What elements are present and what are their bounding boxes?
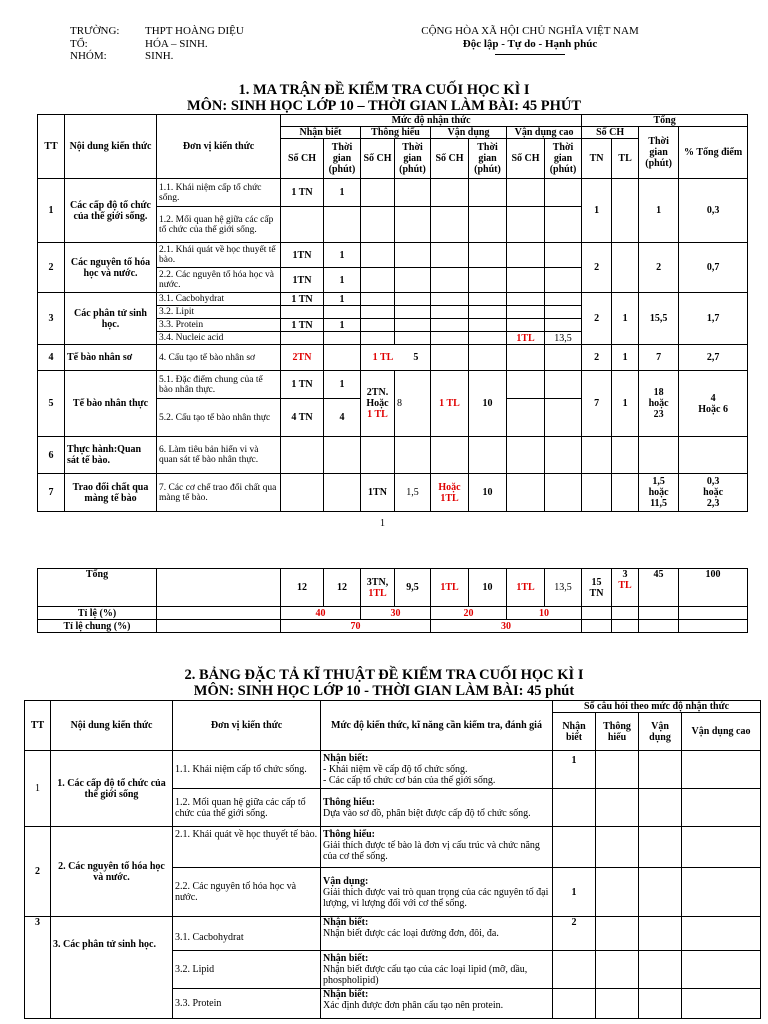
- spec-col-req: Mức độ kiến thức, kĩ năng cần kiểm tra, đánh giá: [321, 701, 553, 751]
- cell: [639, 371, 679, 437]
- level-label: Nhận biết:: [323, 917, 369, 928]
- row-content: 2. Các nguyên tố hóa học và nước.: [51, 827, 173, 917]
- cell: 20: [431, 607, 507, 620]
- cell-value: TN: [589, 587, 604, 599]
- cell: 1 TN: [281, 319, 324, 332]
- team-name: SINH.: [145, 50, 174, 62]
- cell-value: Hoặc 6: [698, 403, 728, 415]
- totals-row: [38, 569, 748, 607]
- school-header: [70, 25, 244, 63]
- row-unit: 3.4. Nucleic acid: [157, 332, 281, 345]
- row-content: 1. Các cấp độ tổ chức của thế giới sống: [51, 751, 173, 827]
- col-level: Mức độ nhận thức: [281, 115, 582, 127]
- row-content: Tế bào nhân thực: [65, 371, 157, 437]
- cell-value: 1 TL: [367, 409, 388, 420]
- cell: 1,7: [679, 293, 748, 345]
- cell-value: 1 TL: [372, 352, 394, 363]
- requirement-text: Giải thích được vai trò quan trọng của các nguyên tố đại lượng, vi lượng đối với cơ thể sống.: [323, 886, 549, 909]
- row-unit: 3.2. Lipid: [173, 951, 321, 989]
- cell-value: 15: [591, 576, 602, 588]
- row-content: 3. Các phân tử sinh học.: [51, 917, 173, 1019]
- cell: [431, 474, 469, 512]
- spec-col-unit: Đơn vị kiến thức: [173, 701, 321, 751]
- matrix-subtitle: MÔN: SINH HỌC LỚP 10 – THỜI GIAN LÀM BÀI: 45 PHÚT: [186, 98, 582, 114]
- cell-value: 23: [653, 409, 664, 420]
- cell: 1TL: [507, 332, 545, 345]
- cell-value: 5: [413, 352, 419, 363]
- cell: 1TL: [507, 569, 545, 607]
- cell: 1: [612, 371, 639, 437]
- cell: 12: [324, 569, 361, 607]
- cell: 45: [639, 569, 679, 607]
- nation-motto: Độc lập - Tự do - Hạnh phúc: [462, 37, 598, 50]
- spec-col-vd: Vận dụng: [639, 713, 682, 751]
- school-label: TRƯỜNG:: [70, 25, 120, 37]
- cell: 1: [324, 371, 361, 399]
- spec-col-tt: TT: [25, 701, 51, 751]
- requirement-text: Nhận biết được cấu tạo của các loại lipid (mỡ, dầu, phospholipid): [323, 964, 528, 986]
- cell: 2TN: [281, 345, 324, 371]
- row-content: Các nguyên tố hóa học và nước.: [65, 243, 157, 293]
- cell: 7: [582, 371, 612, 437]
- table-row: [38, 474, 748, 512]
- cell: 1 TN: [281, 179, 324, 207]
- row-unit: 4. Cấu tạo tế bào nhân sơ: [157, 345, 281, 371]
- requirement-text: Xác định được đơn phân cấu tạo nên protein.: [323, 1000, 504, 1011]
- cell: 2: [582, 345, 612, 371]
- row-number: 7: [38, 474, 65, 512]
- col-th: Thông hiểu: [361, 127, 431, 139]
- cell: 1TN: [281, 243, 324, 268]
- spec-subtitle: MÔN: SINH HỌC LỚP 10 - THỜI GIAN LÀM BÀI: 45 phút: [193, 683, 575, 699]
- group-label: TỔ:: [70, 37, 88, 50]
- requirement-text: - Các cấp tổ chức cơ bản của thế giới sống.: [323, 775, 496, 786]
- group-name: HÓA – SINH.: [145, 37, 208, 50]
- row-number: 3: [25, 917, 51, 1019]
- row-unit: 7. Các cơ chế trao đổi chất qua màng tế bào.: [157, 474, 281, 512]
- row-unit: 5.2. Cấu tạo tế bào nhân thực: [157, 399, 281, 437]
- col-vdc-soch: Số CH: [507, 139, 545, 179]
- spec-col-content: Nội dung kiến thức: [51, 701, 173, 751]
- cell: 10: [469, 474, 507, 512]
- ratio-label: Tỉ lệ (%): [38, 607, 157, 620]
- cell: [361, 371, 395, 437]
- cell: [639, 474, 679, 512]
- cell: 4 TN: [281, 399, 324, 437]
- cell: 1: [324, 179, 361, 207]
- cell: [679, 474, 748, 512]
- cell: 100: [679, 569, 748, 607]
- cell-value: 1,5: [652, 476, 665, 487]
- col-pct: % Tổng điểm: [679, 127, 748, 179]
- cell: 2: [553, 917, 596, 951]
- row-unit: 2.2. Các nguyên tố hóa học và nước.: [157, 268, 281, 293]
- cell: [679, 371, 748, 437]
- cell: 1: [612, 345, 639, 371]
- cell: 1TN: [281, 268, 324, 293]
- row-number: 5: [38, 371, 65, 437]
- cell: [612, 569, 639, 607]
- row-unit: 1.1. Khái niệm cấp tổ chức sống.: [157, 179, 281, 207]
- col-vd: Vận dụng: [431, 127, 507, 139]
- cell: 10: [507, 607, 582, 620]
- col-tt: TT: [38, 115, 65, 179]
- cell: 1: [324, 293, 361, 306]
- row-number: 2: [25, 827, 51, 917]
- cell: 0,3: [679, 179, 748, 243]
- matrix-title: 1. MA TRẬN ĐỀ KIỂM TRA CUỐI HỌC KÌ I: [238, 82, 530, 98]
- col-vdc-time: Thời gian (phút): [545, 139, 582, 179]
- col-soch-total: Số CH: [582, 127, 639, 139]
- common-ratio-label: Tỉ lệ chung (%): [38, 620, 157, 633]
- cell: 1: [553, 868, 596, 917]
- row-requirement: [321, 989, 553, 1019]
- cell: 12: [281, 569, 324, 607]
- row-unit: 3.2. Lipit: [157, 306, 281, 319]
- requirement-text: - Khái niệm về cấp độ tổ chức sống.: [323, 764, 468, 775]
- cell: 70: [281, 620, 431, 633]
- row-number: 3: [38, 293, 65, 345]
- cell: 1TL: [431, 569, 469, 607]
- col-nb: Nhận biết: [281, 127, 361, 139]
- col-total: Tổng: [582, 115, 748, 127]
- row-content: Các phân tử sinh học.: [65, 293, 157, 345]
- cell: 1 TN: [281, 371, 324, 399]
- cell: 1: [639, 179, 679, 243]
- col-vd-time: Thời gian (phút): [469, 139, 507, 179]
- cell: 0,7: [679, 243, 748, 293]
- cell: 13,5: [545, 332, 582, 345]
- col-vdc: Vận dụng cao: [507, 127, 582, 139]
- row-unit: 6. Làm tiêu bản hiển vi và quan sát tế bào nhân thực.: [157, 437, 281, 474]
- table-row: [38, 179, 748, 207]
- cell-value: Hoặc: [366, 398, 389, 409]
- cell: [582, 569, 612, 607]
- cell-value: hoặc: [648, 487, 669, 498]
- cell-value: 0,3: [706, 476, 720, 487]
- cell-value: Hoặc: [438, 481, 461, 493]
- row-requirement: [321, 751, 553, 789]
- cell: 1: [324, 319, 361, 332]
- row-requirement: [321, 868, 553, 917]
- cell-value: 3TN,: [366, 576, 389, 588]
- totals-label: Tổng: [38, 569, 157, 607]
- table-row: [25, 751, 761, 789]
- col-tn: TN: [582, 139, 612, 179]
- spec-title: 2. BẢNG ĐẶC TẢ KĨ THUẬT ĐỀ KIỂM TRA CUỐI HỌC KÌ I: [184, 667, 584, 683]
- cell: 2: [582, 243, 612, 293]
- cell: [361, 345, 431, 371]
- cell: 15,5: [639, 293, 679, 345]
- cell-value: 11,5: [650, 498, 668, 509]
- cell: 8: [395, 371, 431, 437]
- col-tl: TL: [612, 139, 639, 179]
- row-unit: 1.2. Mối quan hệ giữa các cấp tổ chức của thế giới sống.: [157, 207, 281, 243]
- level-label: Nhận biết:: [323, 989, 369, 1000]
- cell: 40: [281, 607, 361, 620]
- level-label: Thông hiểu:: [323, 829, 375, 840]
- team-label: NHÓM:: [70, 50, 107, 62]
- cell: 7: [639, 345, 679, 371]
- cell: 1: [612, 293, 639, 345]
- table-row: [25, 917, 761, 951]
- matrix-table: [37, 114, 748, 512]
- common-ratio-row: [38, 620, 748, 633]
- table-row: [25, 827, 761, 868]
- motto-underline: [495, 54, 565, 55]
- spec-table: [24, 700, 761, 1019]
- cell-value: hoặc: [648, 398, 669, 409]
- level-label: Thông hiểu:: [323, 796, 375, 808]
- cell-value: 2TN.: [366, 387, 389, 398]
- cell-value: hoặc: [703, 487, 724, 498]
- cell: 1TN: [361, 474, 395, 512]
- cell: 13,5: [545, 569, 582, 607]
- row-unit: 2.2. Các nguyên tố hóa học và nước.: [173, 868, 321, 917]
- cell: 30: [431, 620, 582, 633]
- row-unit: 2.1. Khái quát về học thuyết tế bào.: [157, 243, 281, 268]
- cell: 4: [324, 399, 361, 437]
- row-number: 2: [38, 243, 65, 293]
- school-name: THPT HOÀNG DIỆU: [145, 25, 244, 37]
- requirement-text: Giải thích được tế bào là đơn vị cấu trúc và chức năng của cơ thể sống.: [323, 840, 540, 862]
- row-requirement: [321, 789, 553, 827]
- cell: 2: [582, 293, 612, 345]
- table-row: [38, 437, 748, 474]
- cell: 2: [639, 243, 679, 293]
- row-number: 1: [25, 751, 51, 827]
- row-content: Trao đổi chất qua màng tế bào: [65, 474, 157, 512]
- cell: 1 TN: [281, 293, 324, 306]
- row-unit: 3.3. Protein: [173, 989, 321, 1019]
- table-row: [38, 371, 748, 399]
- cell-value: 1TL: [440, 492, 459, 504]
- row-unit: 1.2. Mối quan hệ giữa các cấp tổ chức của thế giới sống.: [173, 789, 321, 827]
- spec-col-nb: Nhận biết: [553, 713, 596, 751]
- cell-value: 1TL: [368, 587, 387, 599]
- level-label: Nhận biết:: [323, 753, 369, 764]
- ratio-row: [38, 607, 748, 620]
- cell-value: 18: [653, 387, 664, 398]
- row-content: Tế bào nhân sơ: [65, 345, 157, 371]
- row-requirement: [321, 827, 553, 868]
- row-unit: 1.1. Khái niệm cấp tổ chức sống.: [173, 751, 321, 789]
- col-th-soch: Số CH: [361, 139, 395, 179]
- col-content: Nội dung kiến thức: [65, 115, 157, 179]
- cell: 10: [469, 371, 507, 437]
- level-label: Vận dụng:: [323, 875, 369, 887]
- row-requirement: [321, 917, 553, 951]
- requirement-text: Dựa vào sơ đồ, phân biệt được cấp độ tổ chức sống.: [323, 807, 531, 819]
- cell: 1: [582, 179, 612, 243]
- row-requirement: [321, 951, 553, 989]
- cell: 1,5: [395, 474, 431, 512]
- nation-name: CỘNG HÒA XÃ HỘI CHỦ NGHĨA VIỆT NAM: [421, 25, 639, 37]
- cell-value: TL: [618, 580, 632, 591]
- row-unit: 3.1. Cacbohydrat: [173, 917, 321, 951]
- page-number: 1: [380, 518, 385, 529]
- table-row: [38, 243, 748, 268]
- spec-col-vdc: Vận dụng cao: [682, 713, 761, 751]
- table-row: [38, 293, 748, 306]
- cell: 1: [324, 243, 361, 268]
- table-row: [38, 345, 748, 371]
- row-number: 6: [38, 437, 65, 474]
- row-content: Các cấp độ tổ chức của thế giới sống.: [65, 179, 157, 243]
- spec-col-count: Số câu hỏi theo mức độ nhận thức: [553, 701, 761, 713]
- col-nb-soch: Số CH: [281, 139, 324, 179]
- row-number: 1: [38, 179, 65, 243]
- col-unit: Đơn vị kiến thức: [157, 115, 281, 179]
- cell-value: 3: [622, 569, 628, 580]
- totals-table: [37, 568, 748, 633]
- row-unit: 5.1. Đặc điểm chung của tế bào nhân thực.: [157, 371, 281, 399]
- row-unit: 3.3. Protein: [157, 319, 281, 332]
- row-unit: 2.1. Khái quát về học thuyết tế bào.: [173, 827, 321, 868]
- cell: 10: [469, 569, 507, 607]
- cell: 1 TL: [431, 371, 469, 437]
- level-label: Nhận biết:: [323, 953, 369, 964]
- requirement-text: Nhận biết được các loại đường đơn, đôi, đa.: [323, 928, 499, 939]
- cell: 30: [361, 607, 431, 620]
- spec-col-th: Thông hiểu: [596, 713, 639, 751]
- col-vd-soch: Số CH: [431, 139, 469, 179]
- row-number: 4: [38, 345, 65, 371]
- cell: [361, 569, 395, 607]
- cell: 9,5: [395, 569, 431, 607]
- cell: 1: [553, 751, 596, 789]
- row-unit: 3.1. Cacbohydrat: [157, 293, 281, 306]
- cell-value: 2,3: [706, 498, 720, 509]
- col-time-total: Thời gian (phút): [639, 127, 679, 179]
- row-content: Thực hành:Quan sát tế bào.: [65, 437, 157, 474]
- cell: 2,7: [679, 345, 748, 371]
- nation-header: [410, 25, 650, 55]
- cell-value: 4: [710, 392, 716, 404]
- cell: 1: [324, 268, 361, 293]
- col-th-time: Thời gian (phút): [395, 139, 431, 179]
- col-nb-time: Thời gian (phút): [324, 139, 361, 179]
